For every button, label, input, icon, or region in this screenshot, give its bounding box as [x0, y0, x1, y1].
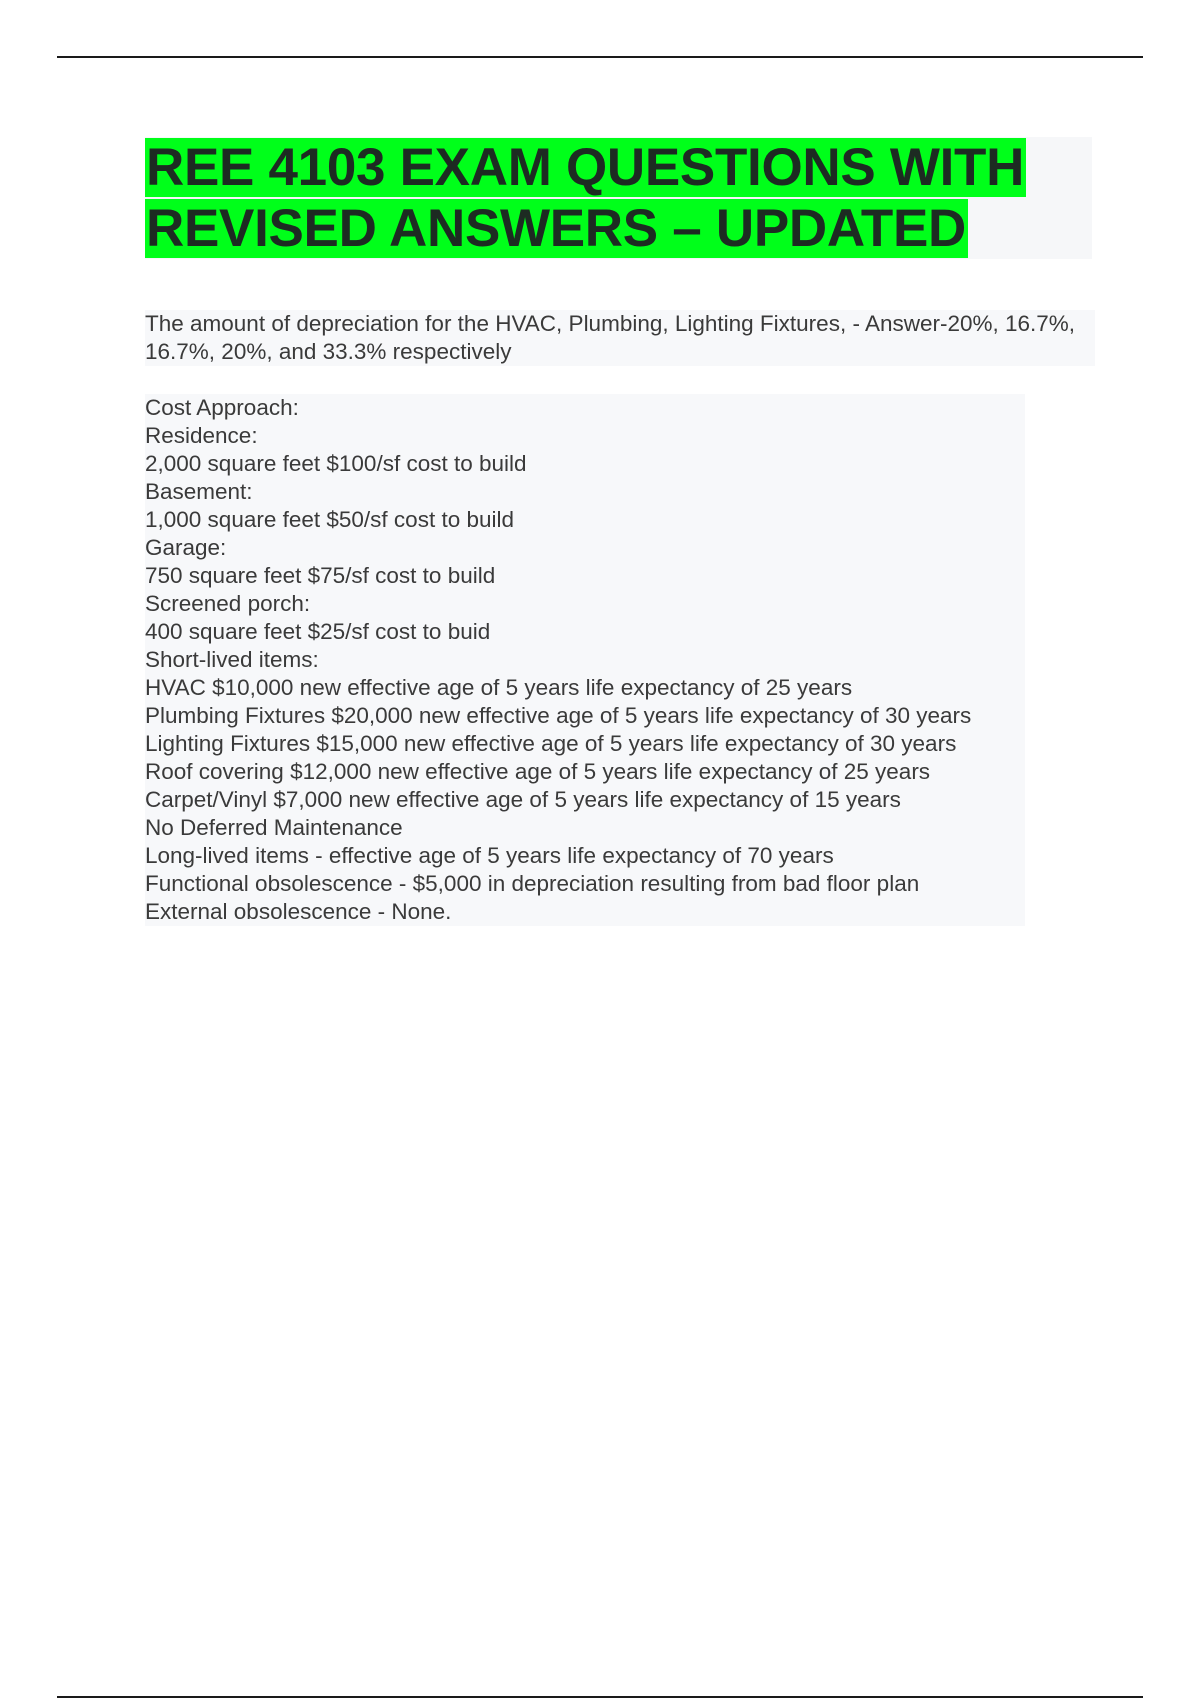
detail-line: Functional obsolescence - $5,000 in depreciation resulting from bad floor plan: [145, 871, 920, 896]
detail-line: HVAC $10,000 new effective age of 5 years life expectancy of 25 years: [145, 675, 853, 700]
bottom-rule: [57, 1696, 1143, 1698]
detail-line: Residence:: [145, 423, 258, 448]
detail-line: 750 square feet $75/sf cost to build: [145, 563, 496, 588]
detail-line: Short-lived items:: [145, 647, 319, 672]
detail-line: 400 square feet $25/sf cost to buid: [145, 619, 491, 644]
title-line-2: REVISED ANSWERS – UPDATED: [146, 199, 967, 258]
detail-line: Plumbing Fixtures $20,000 new effective age of 5 years life expectancy of 30 years: [145, 703, 972, 728]
top-rule: [57, 56, 1143, 58]
detail-line: Roof covering $12,000 new effective age of 5 years life expectancy of 25 years: [145, 759, 931, 784]
detail-line: Carpet/Vinyl $7,000 new effective age of 5 years life expectancy of 15 years: [145, 787, 901, 812]
detail-line: Long-lived items - effective age of 5 years life expectancy of 70 years: [145, 843, 834, 868]
detail-line: External obsolescence - None.: [145, 899, 452, 924]
document-body: [145, 310, 1095, 926]
title-block: [145, 137, 1092, 259]
detail-line: 2,000 square feet $100/sf cost to build: [145, 451, 527, 476]
detail-line: Basement:: [145, 479, 253, 504]
question-details: [145, 394, 1025, 926]
detail-line: Garage:: [145, 535, 227, 560]
detail-line: Lighting Fixtures $15,000 new effective age of 5 years life expectancy of 30 years: [145, 731, 957, 756]
document-title: [145, 137, 1092, 259]
title-line-1: REE 4103 EXAM QUESTIONS WITH: [146, 138, 1025, 197]
detail-line: No Deferred Maintenance: [145, 815, 403, 840]
detail-line: 1,000 square feet $50/sf cost to build: [145, 507, 514, 532]
answer-paragraph: The amount of depreciation for the HVAC, Plumbing, Lighting Fixtures, - Answer-20%, 16.7%, 16.7%, 20%, and 33.3% respectively: [145, 310, 1095, 366]
detail-line: Cost Approach:: [145, 395, 299, 420]
detail-line: Screened porch:: [145, 591, 311, 616]
